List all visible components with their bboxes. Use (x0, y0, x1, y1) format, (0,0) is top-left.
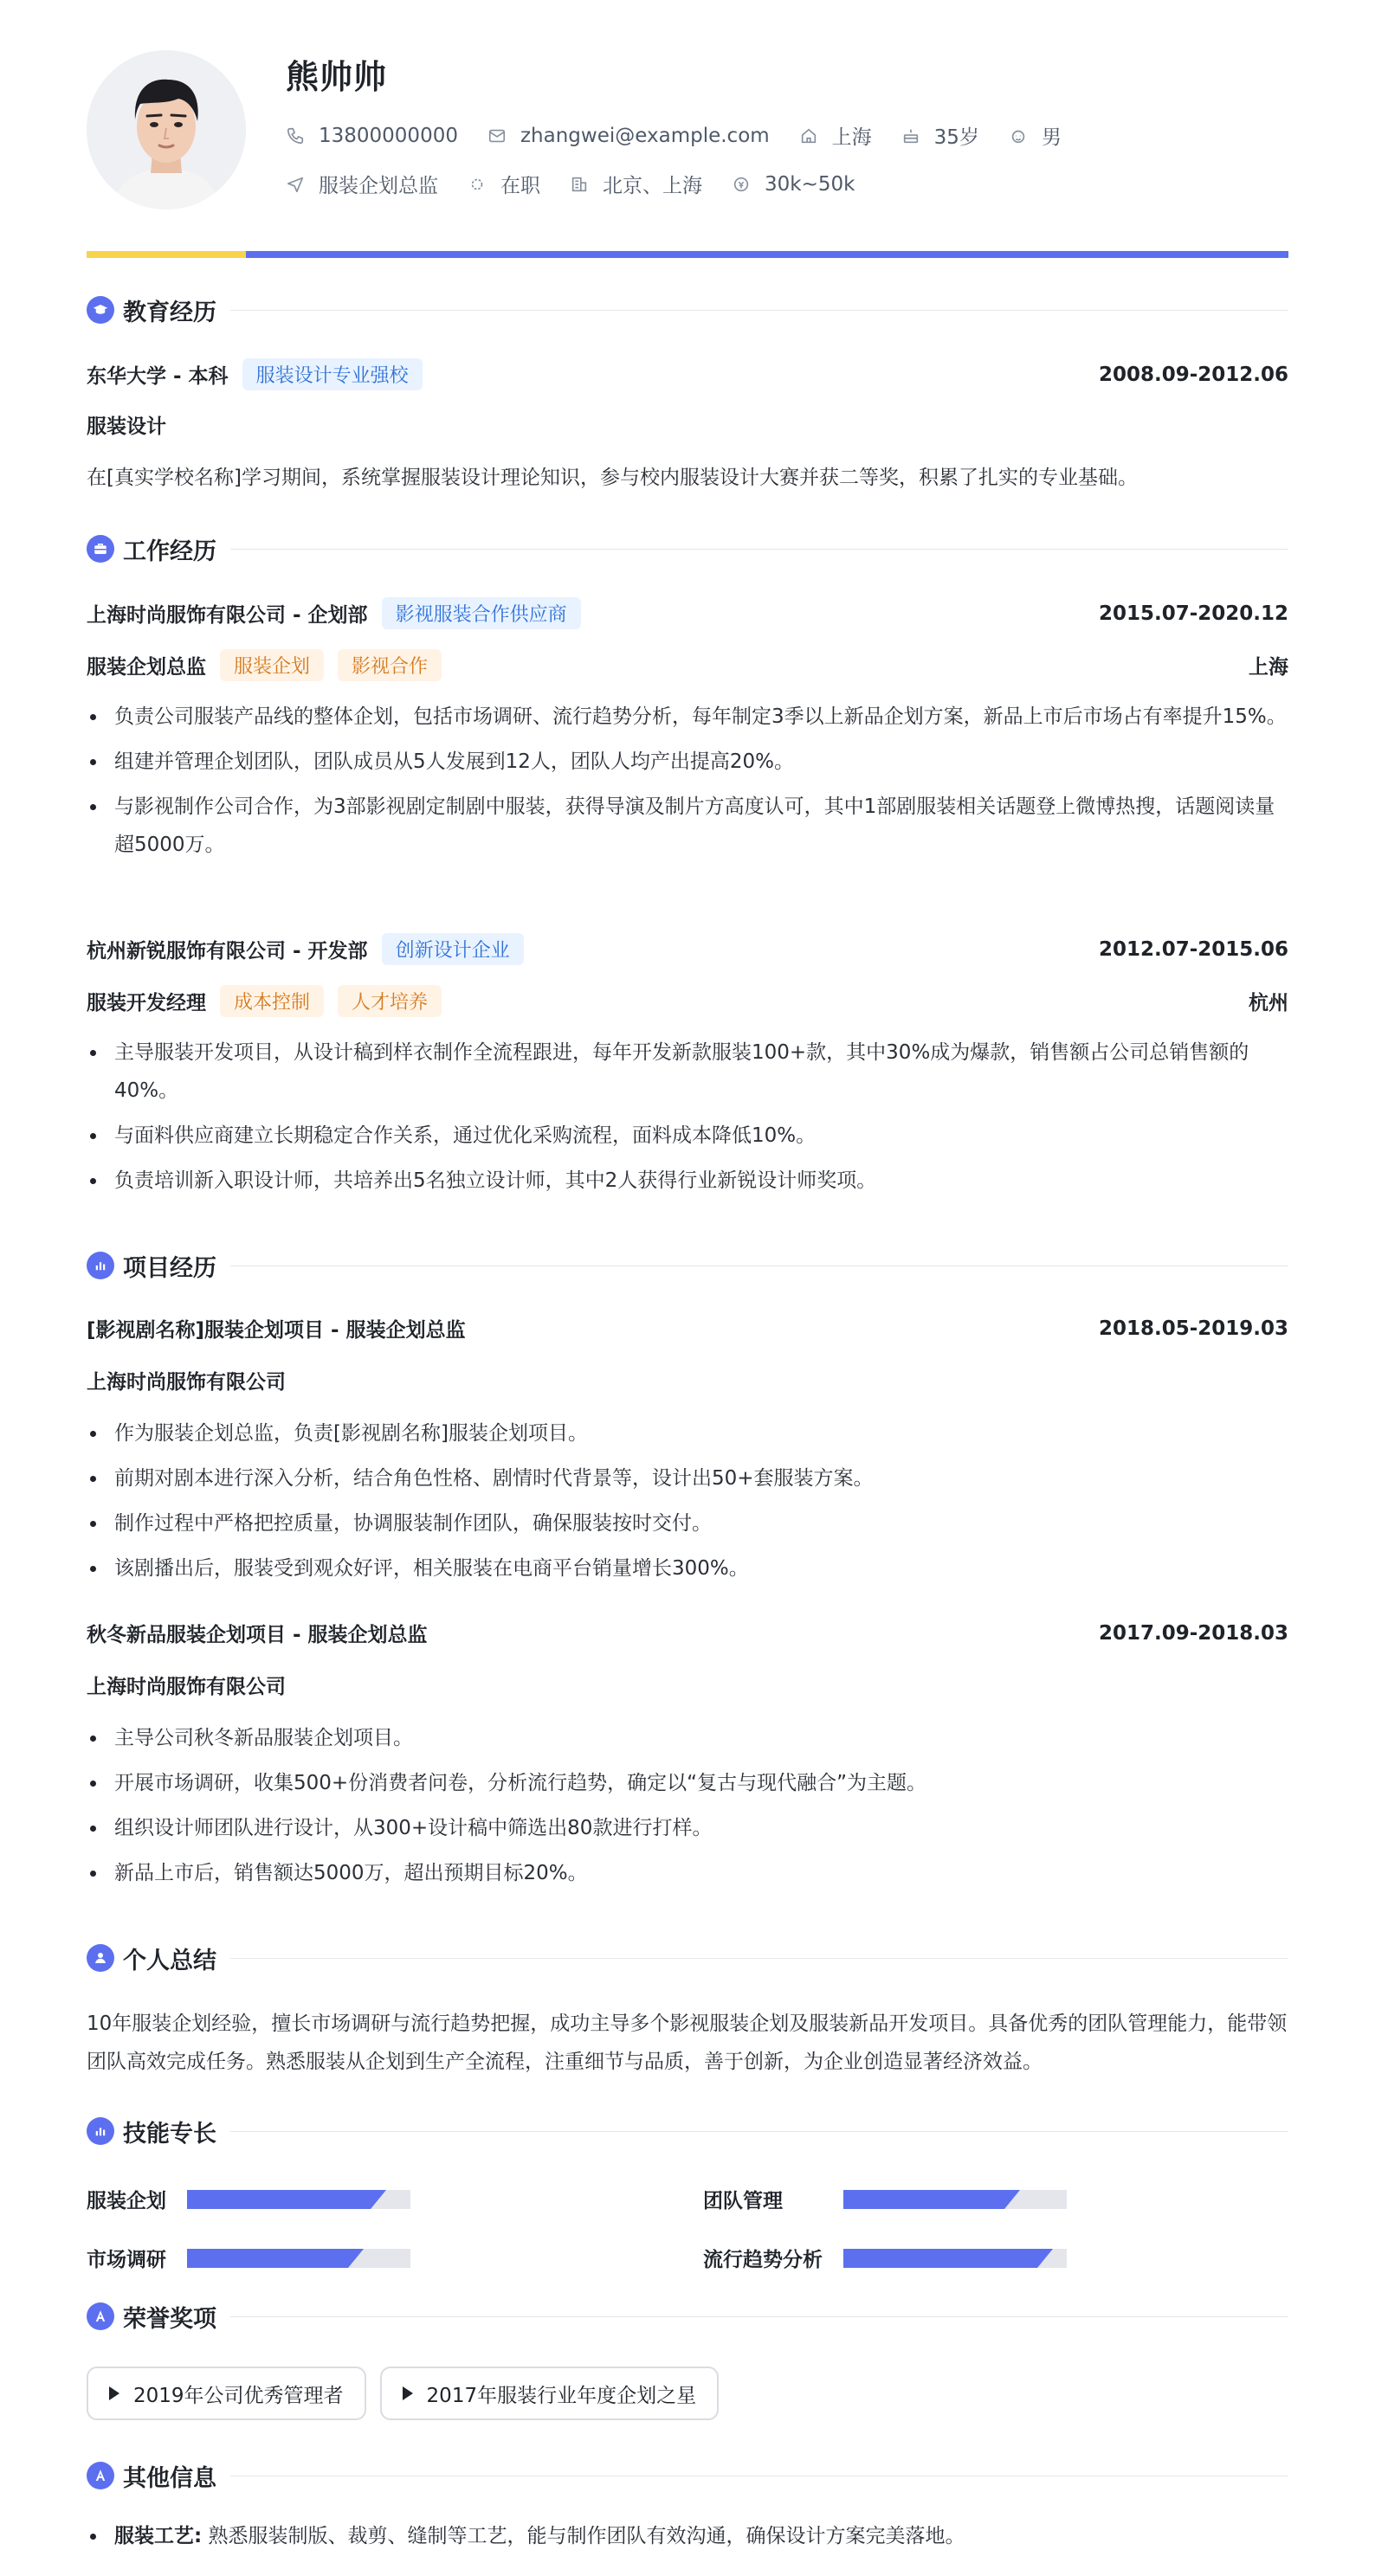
briefcase-icon (87, 535, 114, 563)
skill-name: 团队管理 (703, 2190, 783, 2212)
list-item: 开展市场调研，收集500+份消费者问卷，分析流行趋势，确定以“复古与现代融合”为主题。 (87, 1764, 1288, 1802)
project-company: 上海时尚服饰有限公司 (87, 1371, 286, 1394)
job-header (87, 933, 1288, 965)
section-rule (230, 549, 1288, 550)
home-icon (799, 126, 818, 145)
project-company-row (87, 1366, 1288, 1394)
award-icon (87, 2462, 114, 2489)
skill-bar (843, 2190, 1067, 2209)
award-chip (87, 2367, 366, 2420)
section-rule (230, 1958, 1288, 1959)
job-bullets (87, 1034, 1288, 1207)
project-name: 秋冬新品服装企划项目 - 服装企划总监 (87, 1624, 428, 1646)
skill-bar (187, 2249, 410, 2268)
gender-icon (1009, 126, 1028, 145)
job-company: 杭州新锐服饰有限公司 - 开发部 (87, 940, 368, 963)
job-tag: 服装企划 (220, 649, 324, 681)
user-icon (87, 1944, 114, 1972)
skill-name: 流行趋势分析 (703, 2249, 823, 2271)
award-text: 2017年服装行业年度企划之星 (426, 2384, 697, 2407)
list-item: 与影视制作公司合作，为3部影视剧定制剧中服装，获得导演及制片方高度认可，其中1部剧服装相关话题登上微博热搜，话题阅读量超5000万。 (87, 788, 1288, 864)
job-tag: 影视合作 (338, 649, 442, 681)
list-item: 前期对剧本进行深入分析，结合角色性格、剧情时代背景等，设计出50+套服装方案。 (87, 1459, 1288, 1497)
award-icon (87, 2302, 114, 2330)
project-company-row (87, 1671, 1288, 1699)
status-item (468, 170, 540, 198)
play-triangle-icon (403, 2386, 413, 2400)
section-rule (230, 2131, 1288, 2132)
skill-item (87, 2185, 410, 2213)
job-tag: 成本控制 (220, 985, 324, 1017)
avatar (87, 50, 246, 209)
candidate-name: 熊帅帅 (286, 58, 388, 96)
summary-text: 10年服装企划经验，擅长市场调研与流行趋势把握，成功主导多个影视服装企划及服装新品开发项目。具备优秀的团队管理能力，能带领团队高效完成任务。熟悉服装从企划到生产全流程，注重细节与品质，善于创新，为企业创造显著经济效益。 (87, 2012, 1288, 2073)
section-work-title: 工作经历 (123, 538, 216, 565)
job-city: 上海 (1249, 656, 1288, 679)
job-city: 杭州 (1249, 992, 1288, 1014)
target-city-text: 北京、上海 (603, 175, 702, 197)
list-item: 作为服装企划总监，负责[影视剧名称]服装企划项目。 (87, 1414, 1288, 1452)
skill-bar-fill (187, 2190, 371, 2209)
award-text: 2019年公司优秀管理者 (133, 2384, 344, 2407)
city-text: 上海 (831, 126, 872, 149)
city-item (799, 121, 872, 150)
job-company: 上海时尚服饰有限公司 - 企划部 (87, 604, 368, 627)
project-header (87, 1619, 1288, 1647)
project-date: 2017.09-2018.03 (1098, 1621, 1288, 1645)
job-date: 2012.07-2015.06 (1098, 937, 1288, 961)
section-other-title: 其他信息 (123, 2464, 216, 2492)
phone-item (286, 125, 458, 147)
salary-item (732, 173, 855, 196)
section-awards-title: 荣誉奖项 (123, 2305, 216, 2333)
phone-icon (286, 126, 305, 145)
age-text: 35岁 (933, 126, 979, 149)
salary-text: 30k~50k (765, 172, 855, 196)
profile-header (87, 0, 1288, 254)
school-name: 东华大学 - 本科 (87, 365, 229, 388)
job-tag: 人才培养 (338, 985, 442, 1017)
intention-row (286, 170, 884, 198)
list-item: 组建并管理企划团队，团队成员从5人发展到12人，团队人均产出提高20%。 (87, 743, 1288, 781)
project-bullets (87, 1414, 1288, 1594)
status-text: 在职 (500, 175, 540, 197)
list-item: 主导公司秋冬新品服装企划项目。 (87, 1719, 1288, 1757)
section-education-title: 教育经历 (123, 299, 216, 326)
status-icon (468, 175, 487, 194)
money-icon (732, 175, 751, 194)
skill-bar (843, 2249, 1067, 2268)
skill-name: 市场调研 (87, 2249, 166, 2271)
email-text: zhangwei@example.com (520, 124, 770, 147)
award-chip (380, 2367, 720, 2420)
skill-item (703, 2185, 1067, 2213)
list-item: 该剧播出后，服装受到观众好评，相关服装在电商平台销量增长300%。 (87, 1549, 1288, 1587)
education-date: 2008.09-2012.06 (1098, 363, 1288, 386)
job-title: 服装开发经理 (87, 992, 206, 1014)
section-other (87, 2458, 1288, 2493)
list-item: 新品上市后，销售额达5000万，超出预期目标20%。 (87, 1854, 1288, 1892)
section-education (87, 293, 1288, 327)
section-rule (230, 2316, 1288, 2317)
job-title-row (87, 985, 1288, 1017)
mail-icon (487, 126, 507, 145)
list-item: 组织设计师团队进行设计，从300+设计稿中筛选出80款进行打样。 (87, 1809, 1288, 1847)
job-company-tag: 影视服装合作供应商 (382, 597, 581, 629)
email-item (487, 125, 770, 147)
education-header (87, 358, 1288, 390)
skill-bar-fill (843, 2249, 1037, 2268)
job-title-row (87, 649, 1288, 681)
skill-bar-fill (187, 2249, 348, 2268)
section-summary-title: 个人总结 (123, 1947, 216, 1974)
position-text: 服装企划总监 (319, 175, 438, 197)
age-item (901, 121, 979, 150)
skill-item (87, 2244, 410, 2272)
project-bullets (87, 1719, 1288, 1899)
send-icon (286, 175, 305, 194)
section-projects (87, 1248, 1288, 1283)
skill-item (703, 2244, 1067, 2272)
skill-bar-fill (843, 2190, 1004, 2209)
target-city-item (570, 170, 702, 198)
education-major: 服装设计 (87, 415, 166, 438)
other-text: 熟悉服装制版、裁剪、缝制等工艺，能与制作团队有效沟通，确保设计方案完美落地。 (208, 2525, 965, 2547)
job-bullets (87, 698, 1288, 871)
contact-row (286, 121, 1091, 150)
other-label: 服装工艺: (114, 2525, 203, 2547)
position-item (286, 170, 438, 198)
bar-chart-icon (87, 1252, 114, 1279)
skill-bar (187, 2190, 410, 2209)
school-tag: 服装设计专业强校 (242, 358, 423, 390)
list-item: 与面料供应商建立长期稳定合作关系，通过优化采购流程，面料成本降低10%。 (87, 1117, 1288, 1155)
section-skills (87, 2114, 1288, 2148)
project-date: 2018.05-2019.03 (1098, 1317, 1288, 1340)
job-company-tag: 创新设计企业 (382, 933, 524, 965)
list-item: 主导服装开发项目，从设计稿到样衣制作全流程跟进，每年开发新款服装100+款，其中30%成为爆款，销售额占公司总销售额的40%。 (87, 1034, 1288, 1110)
section-rule (230, 310, 1288, 311)
section-projects-title: 项目经历 (123, 1254, 216, 1282)
education-description: 在[真实学校名称]学习期间，系统掌握服装设计理论知识，参与校内服装设计大赛并获二等奖，积累了扎实的专业基础。 (87, 467, 1138, 489)
bar-chart-icon (87, 2117, 114, 2145)
graduation-cap-icon (87, 296, 114, 324)
gender-item (1009, 121, 1062, 150)
cake-icon (901, 126, 920, 145)
phone-text: 13800000000 (319, 124, 458, 147)
section-awards (87, 2299, 1288, 2334)
project-company: 上海时尚服饰有限公司 (87, 1676, 286, 1698)
job-date: 2015.07-2020.12 (1098, 602, 1288, 625)
project-header (87, 1314, 1288, 1343)
gender-text: 男 (1041, 126, 1062, 149)
header-divider (87, 251, 1288, 258)
education-major-row (87, 410, 1288, 439)
section-skills-title: 技能专长 (123, 2120, 216, 2148)
building-icon (570, 175, 589, 194)
play-triangle-icon (109, 2386, 119, 2400)
other-item (87, 2519, 1288, 2553)
avatar-portrait-icon (87, 50, 246, 209)
skill-name: 服装企划 (87, 2190, 166, 2212)
project-name: [影视剧名称]服装企划项目 - 服装企划总监 (87, 1319, 466, 1342)
list-item: 负责培训新入职设计师，共培养出5名独立设计师，其中2人获得行业新锐设计师奖项。 (87, 1162, 1288, 1200)
header-divider-accent (87, 251, 246, 258)
list-item: 负责公司服装产品线的整体企划，包括市场调研、流行趋势分析，每年制定3季以上新品企划方案，新品上市后市场占有率提升15%。 (87, 698, 1288, 736)
job-title: 服装企划总监 (87, 656, 206, 679)
awards-list (87, 2367, 733, 2420)
list-item: 制作过程中严格把控质量，协调服装制作团队，确保服装按时交付。 (87, 1504, 1288, 1542)
job-header (87, 597, 1288, 629)
section-summary (87, 1941, 1288, 1975)
section-rule (230, 1265, 1288, 1266)
section-work (87, 531, 1288, 566)
